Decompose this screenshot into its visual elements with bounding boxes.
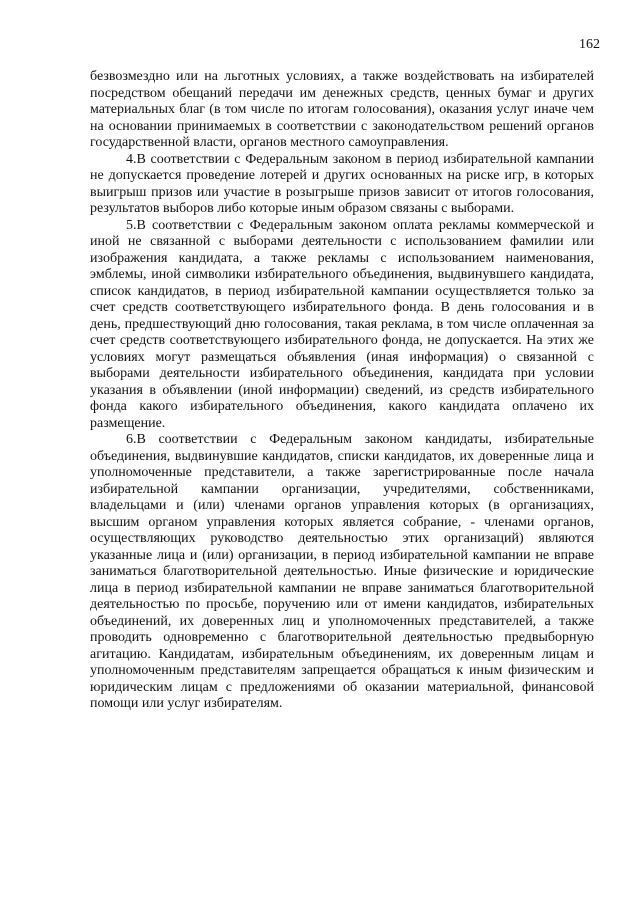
paragraph-4: 4.В соответствии с Федеральным законом в период избирательной кампании не допускается проведение лотерей и других основанных на риске игр, в которых выигрыш призов или участие в розыгрыше призов зависит от итогов голосования, результатов выборов либо которые иным образом связаны с выборами. [90, 151, 594, 216]
paragraph-6: 6.В соответствии с Федеральным законом кандидаты, избирательные объединения, выдвинувшие кандидатов, списки кандидатов, их доверенные лица и уполномоченные представители, а также зарегистрированные после начала избирательной кампании организации, учредителями, собственниками, владельцами и (или) членами органов управления которых (в организациях, высшим органом управления которых является собрание, - членами органов, осуществляющих руководство деятельностью этих организаций) являются указанные лица и (или) организации, в период избирательной кампании не вправе заниматься благотворительной деятельностью. Иные физические и юридические лица в период избирательной кампании не вправе заниматься благотворительной деятельностью по просьбе, поручению или от имени кандидатов, избирательных объединений, их доверенных лиц и уполномоченных представителей, а также проводить одновременно с благотворительной деятельностью предвыборную агитацию. Кандидатам, избирательным объединениям, их доверенным лицам и уполномоченным представителям запрещается обращаться к иным физическим и юридическим лицам с предложениями об оказании материальной, финансовой помощи или услуг избирателям. [90, 432, 594, 711]
paragraph-5: 5.В соответствии с Федеральным законом оплата рекламы коммерческой и иной не связанной с выборами деятельности с использованием фамилии или изображения кандидата, а также рекламы с использованием наименования, эмблемы, иной символики избирательного объединения, выдвинувшего кандидата, список кандидатов, в период избирательной кампании осуществляется только за счет средств соответствующего избирательного фонда. В день голосования и в день, предшествующий дню голосования, такая реклама, в том числе оплаченная за счет средств соответствующего избирательного фонда, не допускается. На этих же условиях могут размещаться объявления (иная информация) о связанной с выборами деятельности избирательного объединения, кандидата при условии указания в объявлении (иной информации) сведений, из средств избирательного фонда какого избирательного объединения, какого кандидата оплачено их размещение. [90, 217, 594, 431]
paragraph-continuation: безвозмездно или на льготных условиях, а также воздействовать на избирателей посредством обещаний передачи им денежных средств, ценных бумаг и других материальных благ (в том числе по итогам голосования), оказания услуг иначе чем на основании принимаемых в соответствии с законодательством решений органов государственной власти, органов местного самоуправления. [90, 69, 594, 150]
page-number: 162 [579, 37, 600, 52]
document-body [90, 69, 594, 713]
